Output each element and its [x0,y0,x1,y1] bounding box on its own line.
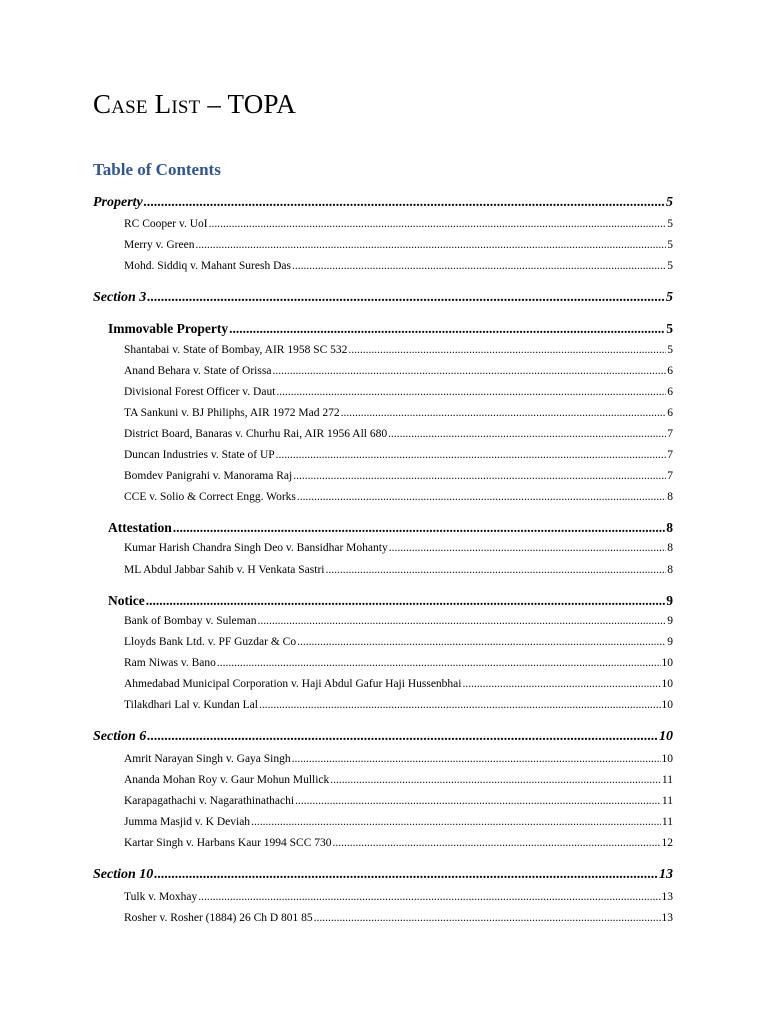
toc-entry[interactable] [124,564,673,576]
toc-entry-title: Jumma Masjid v. K Deviah [124,816,251,828]
toc-page-number: 5 [666,195,673,210]
toc-entry[interactable] [124,386,673,398]
toc-dot-leader [217,657,661,669]
toc-entry[interactable] [124,699,673,711]
toc-section[interactable] [93,195,673,211]
toc-dot-leader [276,449,667,461]
toc-entry-title: Rosher v. Rosher (1884) 26 Ch D 801 85 [124,912,313,924]
toc-dot-leader [333,837,661,849]
toc-dot-leader [147,290,665,306]
toc-dot-leader [388,428,666,440]
toc-entry-title: Karapagathachi v. Nagarathinathachi [124,795,295,807]
toc-dot-leader [144,195,665,211]
toc-entry[interactable] [124,837,673,849]
toc-entry[interactable] [124,365,673,377]
toc-entry-title: Attestation [108,520,172,535]
toc-dot-leader [341,407,667,419]
toc-entry-title: Shantabai v. State of Bombay, AIR 1958 SC 532 [124,344,348,356]
toc-entry[interactable] [124,218,673,230]
toc-dot-leader [195,239,666,251]
toc-entry-title: Bomdev Panigrahi v. Manorama Raj [124,470,293,482]
toc-dot-leader [209,218,667,230]
toc-entry-title: District Board, Banaras v. Churhu Rai, AIR 1956 All 680 [124,428,388,440]
toc-page-number: 10 [661,753,673,765]
toc-page-number: 10 [661,699,673,711]
toc-dot-leader [293,470,666,482]
toc-entry-title: Lloyds Bank Ltd. v. PF Guzdar & Co [124,636,297,648]
toc-page-number: 10 [661,678,673,690]
toc-dot-leader [251,816,661,828]
toc-page-number: 5 [666,321,673,336]
toc-dot-leader [292,753,661,765]
toc-dot-leader [198,891,660,903]
toc-entry[interactable] [124,678,673,690]
toc-dot-leader [462,678,660,690]
toc-page-number: 8 [667,542,673,554]
toc-section[interactable] [93,729,673,745]
toc-entry-title: Divisional Forest Officer v. Daut [124,386,276,398]
toc-entry[interactable] [124,912,673,924]
toc-subsection[interactable] [108,321,673,337]
toc-dot-leader [325,564,666,576]
toc-entry-title: Section 6 [93,729,147,744]
toc-dot-leader [330,774,661,786]
toc-entry-title: Anand Behara v. State of Orissa [124,365,272,377]
toc-entry[interactable] [124,344,673,356]
toc-page-number: 13 [661,891,673,903]
toc-page-number: 9 [667,636,673,648]
toc-entry-title: TA Sankuni v. BJ Philiphs, AIR 1972 Mad 272 [124,407,340,419]
toc-entry-title: Merry v. Green [124,239,195,251]
toc-page-number: 8 [666,520,673,535]
toc-dot-leader [295,795,661,807]
toc-entry[interactable] [124,470,673,482]
toc-subsection[interactable] [108,593,673,609]
toc-entry[interactable] [124,753,673,765]
toc-dot-leader [272,365,666,377]
toc-entry-title: Section 3 [93,290,147,305]
toc-entry-title: ML Abdul Jabbar Sahib v. H Venkata Sastri [124,564,325,576]
toc-dot-leader [297,636,666,648]
toc-entry[interactable] [124,615,673,627]
toc-dot-leader [147,729,658,745]
toc-entry[interactable] [124,491,673,503]
toc-page-number: 11 [661,774,673,786]
toc-entry[interactable] [124,260,673,272]
toc-page-number: 8 [667,564,673,576]
toc-page-number: 9 [666,593,673,608]
toc-entry[interactable] [124,239,673,251]
toc-page-number: 5 [667,218,673,230]
toc-entry[interactable] [124,636,673,648]
toc-dot-leader [292,260,666,272]
toc-dot-leader [297,491,666,503]
toc-page-number: 7 [667,470,673,482]
toc-entry-title: Tilakdhari Lal v. Kundan Lal [124,699,258,711]
toc-entry-title: RC Cooper v. UoI [124,218,208,230]
toc-page-number: 6 [667,365,673,377]
toc-entry-title: Amrit Narayan Singh v. Gaya Singh [124,753,291,765]
toc-section[interactable] [93,867,673,883]
toc-entry[interactable] [124,816,673,828]
toc-entry[interactable] [124,407,673,419]
toc-page-number: 6 [667,386,673,398]
toc-page-number: 10 [661,657,673,669]
toc-dot-leader [154,867,658,883]
toc-dot-leader [257,615,666,627]
toc-page-number: 13 [659,867,673,882]
toc-entry-title: Bank of Bombay v. Suleman [124,615,257,627]
toc-page-number: 8 [667,491,673,503]
toc-page-number: 5 [667,344,673,356]
toc-section[interactable] [93,290,673,306]
toc-dot-leader [389,542,667,554]
toc-page-number: 5 [667,260,673,272]
toc-entry-title: Ram Niwas v. Bano [124,657,216,669]
document-title: Case List – TOPA [93,89,296,119]
toc-entry-title: Kartar Singh v. Harbans Kaur 1994 SCC 730 [124,837,332,849]
toc-entry-title: Mohd. Siddiq v. Mahant Suresh Das [124,260,291,272]
toc-entry-title: Section 10 [93,867,154,882]
toc-entry[interactable] [124,542,673,554]
toc-entry[interactable] [124,891,673,903]
toc-page-number: 13 [661,912,673,924]
toc-page-number: 5 [667,239,673,251]
toc-page-number: 6 [667,407,673,419]
toc-entry[interactable] [124,795,673,807]
toc-page-number: 5 [666,290,673,305]
toc-entry-title: CCE v. Solio & Correct Engg. Works [124,491,296,503]
toc-page-number: 10 [659,729,673,744]
toc-dot-leader [146,593,666,609]
toc-page-number: 7 [667,449,673,461]
toc-dot-leader [229,321,665,337]
toc-entry-title: Immovable Property [108,321,229,336]
toc-page-number: 9 [667,615,673,627]
toc-entry-title: Ananda Mohan Roy v. Gaur Mohun Mullick [124,774,330,786]
toc-entry-title: Ahmedabad Municipal Corporation v. Haji Abdul Gafur Haji Hussenbhai [124,678,462,690]
toc-dot-leader [173,520,666,536]
toc-dot-leader [348,344,666,356]
toc-entry-title: Tulk v. Moxhay [124,891,198,903]
toc-dot-leader [276,386,666,398]
toc-page-number: 7 [667,428,673,440]
toc-entry[interactable] [124,657,673,669]
toc-heading: Table of Contents [93,160,221,179]
toc-dot-leader [259,699,661,711]
toc-entry-title: Kumar Harish Chandra Singh Deo v. Bansidhar Mohanty [124,542,388,554]
toc-entry-title: Notice [108,593,145,608]
toc-page-number: 11 [661,795,673,807]
toc-entry[interactable] [124,428,673,440]
toc-dot-leader [314,912,661,924]
toc-page-number: 12 [661,837,673,849]
toc-entry-title: Property [93,195,143,210]
toc-subsection[interactable] [108,520,673,536]
toc-entry[interactable] [124,449,673,461]
toc-entry[interactable] [124,774,673,786]
toc-entry-title: Duncan Industries v. State of UP [124,449,275,461]
toc-page-number: 11 [661,816,673,828]
